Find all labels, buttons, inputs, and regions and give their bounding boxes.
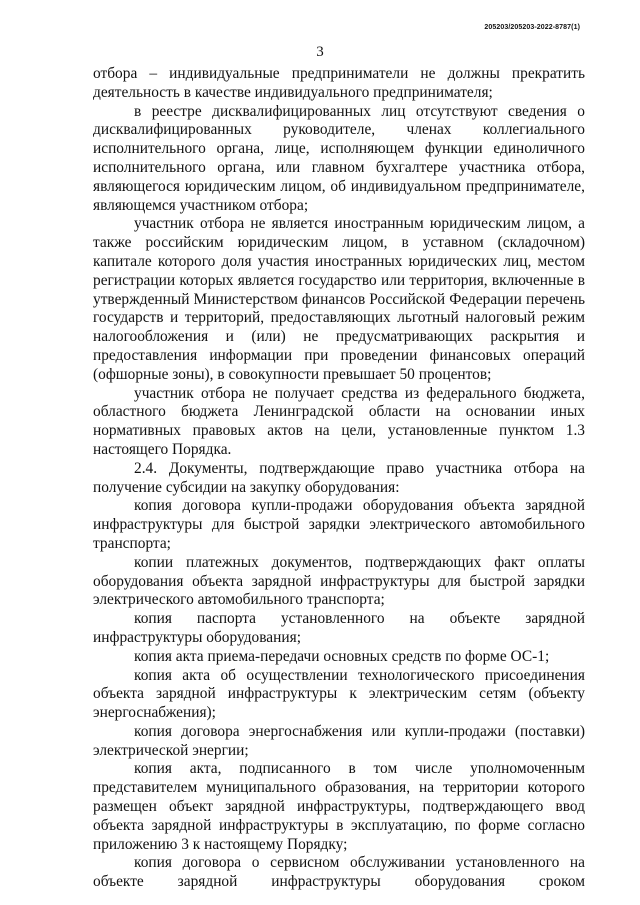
paragraph-9: копия акта приема-передачи основных средств по форме ОС-1; <box>134 647 550 665</box>
paragraph-6: копия договора купли-продажи оборудования объекта зарядной инфраструктуры для быстрой зарядки электрического автомобильного транспорта; <box>93 497 585 552</box>
paragraph-13: копия договора о сервисном обслуживании установленного на объекте зарядной инфраструктуры оборудования сроком <box>93 854 585 891</box>
paragraph-4: участник отбора не получает средства из федерального бюджета, областного бюджета Ленинградской области на основании иных нормативных правовых актов на цели, установленные пунктом 1.3 настоящего Порядка. <box>93 384 585 458</box>
document-body <box>93 65 585 892</box>
paragraph-7: копии платежных документов, подтверждающих факт оплаты оборудования объекта зарядной инфраструктуры для быстрой зарядки электрического автомобильного транспорта; <box>93 553 585 609</box>
paragraph-12: копия акта, подписанного в том числе уполномоченным представителем муниципального образования, на территории которого размещен объект зарядной инфраструктуры, подтверждающего ввод объекта зарядной инфраструктуры в эксплуатацию, по форме согласно приложению 3 к настоящему Порядку; <box>93 760 585 853</box>
page-number: 3 <box>316 44 324 60</box>
paragraph-3: участник отбора не является иностранным юридическим лицом, а также российским юридическим лицом, в уставном (складочном) капитале которого доля участия иностранных юридических лиц, местом регистрации которых является государство или территория, включенные в утвержденный Министерством финансов Российской Федерации перечень государств и территорий, предоставляющих льготный налоговый режим налогообложения и (или) не предусматривающих раскрытия и предоставления информации при проведении финансовых операций (офшорные зоны), в совокупности превышает 50 процентов; <box>93 215 585 383</box>
paragraph-2: в реестре дисквалифицированных лиц отсутствуют сведения о дисквалифицированных руководителе, членах коллегиального исполнительного органа, лице, исполняющем функции единоличного исполнительного органа, или главном бухгалтере участника отбора, являющегося юридическим лицом, об индивидуальном предпринимателе, являющемся участником отбора; <box>93 102 585 214</box>
paragraph-11: копия договора энергоснабжения или купли-продажи (поставки) электрической энергии; <box>93 722 585 759</box>
paragraph-5: 2.4. Документы, подтверждающие право участника отбора на получение субсидии на закупку оборудования: <box>93 459 585 496</box>
paragraph-10: копия акта об осуществлении технологического присоединения объекта зарядной инфраструктуры к электрическим сетям (объекту энергоснабжения); <box>93 666 585 722</box>
paragraph-1: отбора – индивидуальные предприниматели не должны прекратить деятельность в качестве индивидуального предпринимателя; <box>93 65 585 101</box>
paragraph-8: копия паспорта установленного на объекте зарядной инфраструктуры оборудования; <box>93 610 585 646</box>
document-id: 205203/205203-2022-8787(1) <box>484 24 580 31</box>
